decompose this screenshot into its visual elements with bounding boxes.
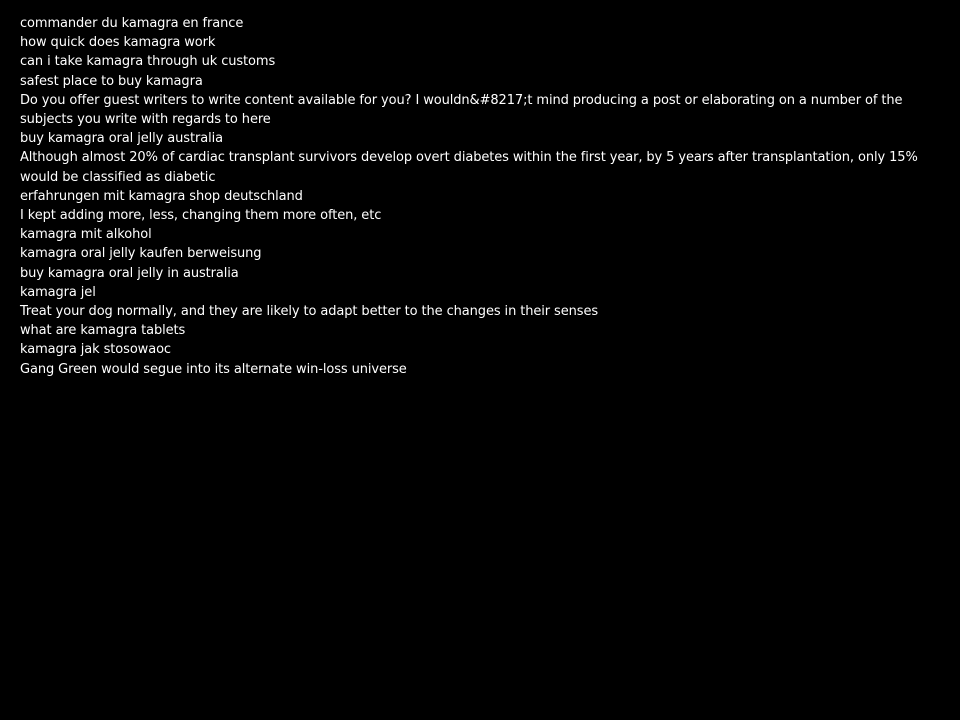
text-line-6: buy kamagra oral jelly australia <box>20 131 223 147</box>
text-line-1: commander du kamagra en france <box>20 16 244 31</box>
text-content <box>20 14 936 379</box>
text-line-17: Gang Green would segue into its alternate win-loss universe <box>20 361 407 377</box>
text-line-5: Do you offer guest writers to write content available for you? I wouldn&#8217;t mind producing a post or elaborating on a number of the subjects you write with regards to here <box>20 92 903 128</box>
text-line-3: can i take kamagra through uk customs <box>20 54 276 70</box>
text-line-2: how quick does kamagra work <box>20 35 216 51</box>
text-line-4: safest place to buy kamagra <box>20 73 203 89</box>
text-line-14: Treat your dog normally, and they are likely to adapt better to the changes in their senses <box>20 304 599 320</box>
text-line-12: buy kamagra oral jelly in australia <box>20 265 239 281</box>
text-line-7: Although almost 20% of cardiac transplant survivors develop overt diabetes within the first year, by 5 years after transplantation, only 15% would be classified as diabetic <box>20 150 918 185</box>
text-line-13: kamagra jel <box>20 284 96 300</box>
text-line-9: I kept adding more, less, changing them more often, etc <box>20 208 382 224</box>
text-line-10: kamagra mit alkohol <box>20 227 152 243</box>
text-line-8: erfahrungen mit kamagra shop deutschland <box>20 188 303 204</box>
text-line-16: kamagra jak stosowaoc <box>20 342 171 358</box>
text-line-15: what are kamagra tablets <box>20 323 186 339</box>
text-line-11: kamagra oral jelly kaufen berweisung <box>20 246 262 262</box>
